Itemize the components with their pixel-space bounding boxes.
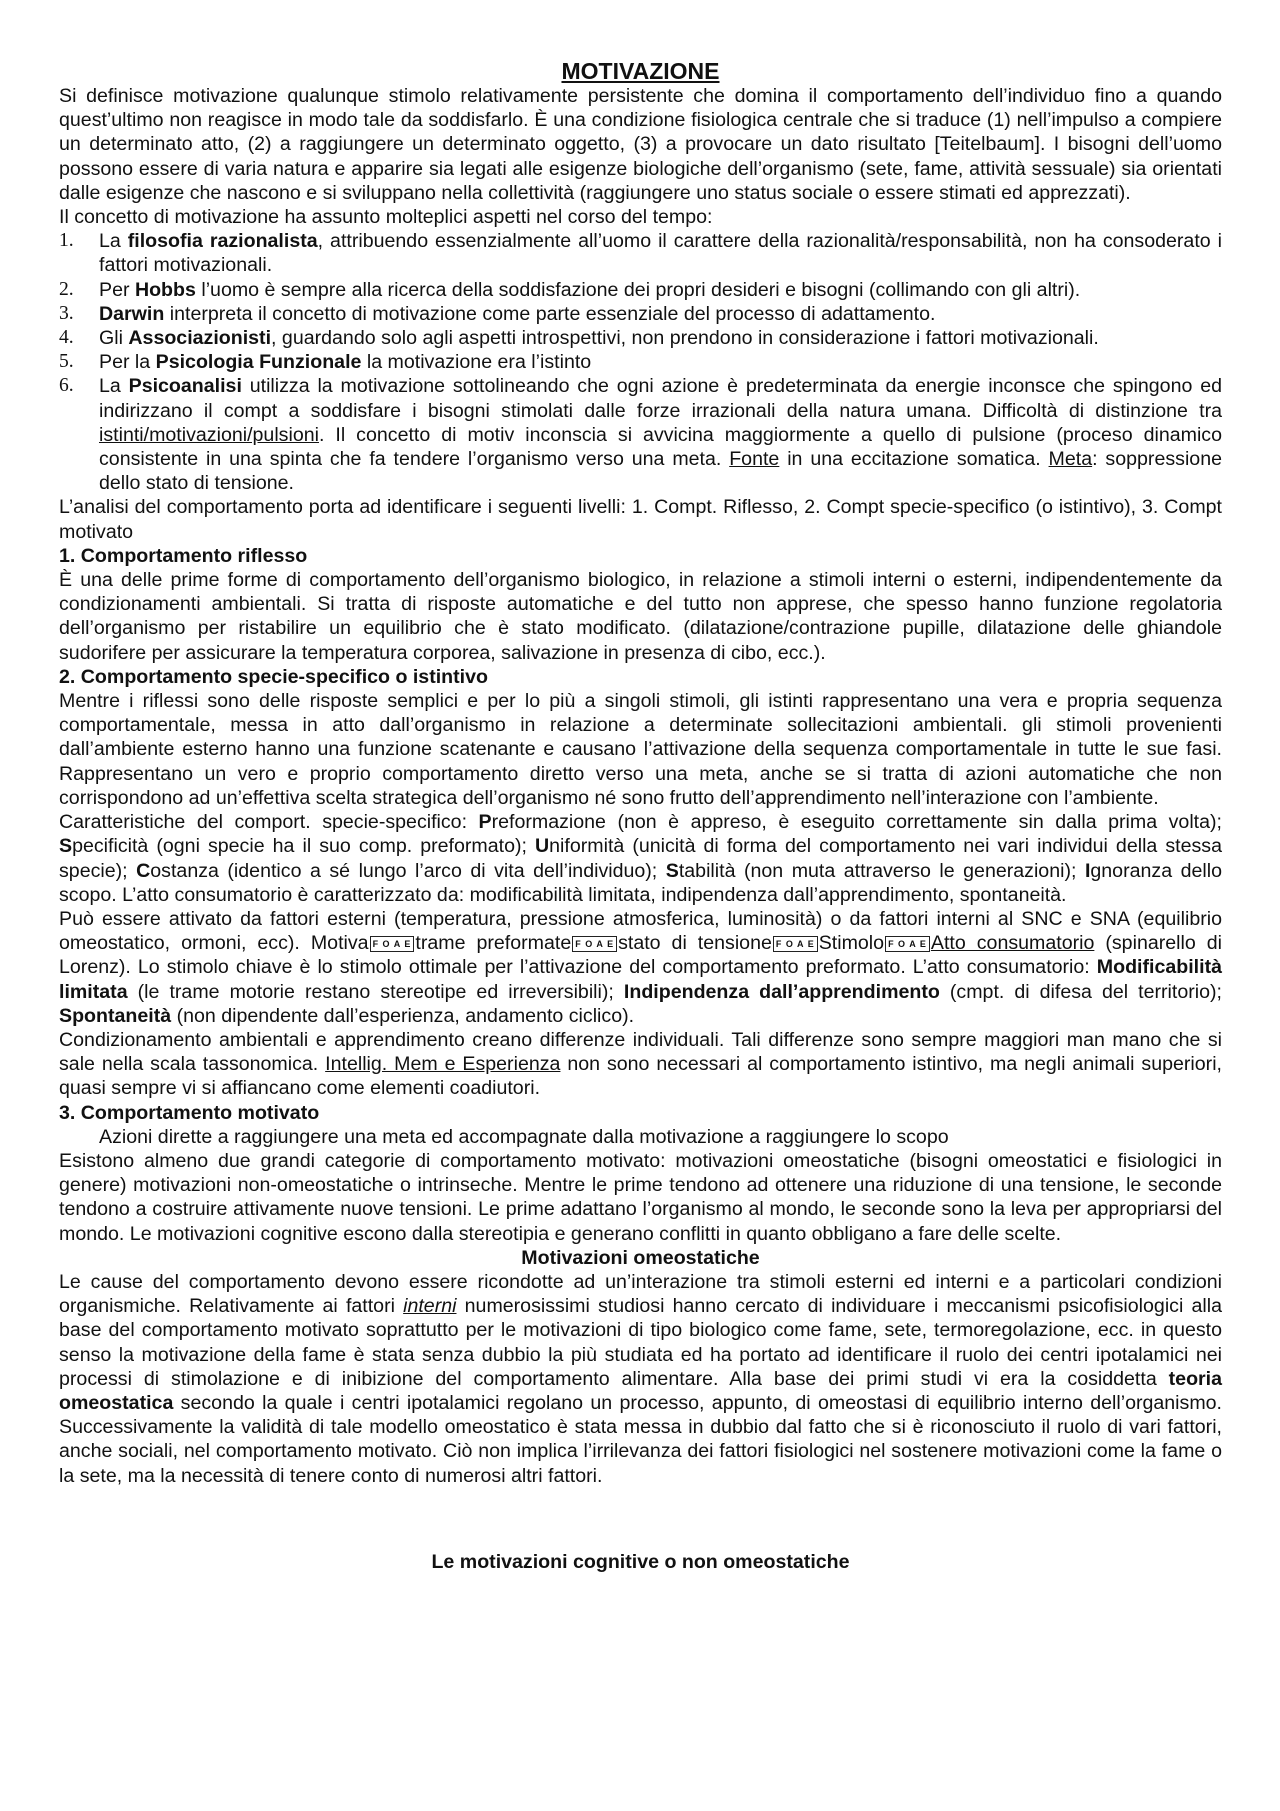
list-text: utilizza la motivazione sottolineando che ogni azione è predeterminata da energie inconsce che spingono ed indirizzano il compt a soddisfare i bisogni stimolati dalle forze irrazionali della natura umana. Difficoltà di distinzione tra — [99, 375, 1222, 422]
text-span: tabilità (non muta attraverso le generazioni); — [678, 859, 1085, 882]
list-text: interpreta il concetto di motivazione come parte essenziale del processo di adattamento. — [164, 302, 936, 325]
list-text: La — [99, 375, 129, 398]
initial-letter: U — [535, 835, 550, 858]
conditioning-paragraph — [59, 1028, 1222, 1101]
list-number: 6. — [59, 375, 74, 397]
list-bold-term: Darwin — [99, 302, 165, 325]
text-span: (le trame motorie restano stereotipe ed irreversibili); — [127, 980, 624, 1003]
text-span: non sono necessari al comportamento istintivo, ma negli animali superiori, quasi sempre vi si affiancano come elementi coadiutori. — [59, 1053, 1222, 1100]
text-span: Può essere attivato da fattori esterni (temperatura, pressione atmosferica, luminosità) o da fattori interni al SNC e SNA (equilibrio omeostatico, ormoni, ecc). Motiva — [59, 907, 1222, 955]
list-bold-term: filosofia razionalista — [127, 230, 318, 253]
initial-letter: S — [59, 835, 73, 858]
list-text: Per la — [99, 351, 156, 374]
underlined-term: interni — [403, 1295, 457, 1318]
list-number: 5. — [59, 351, 74, 373]
text-span: reformazione (non è appreso, è eseguito correttamente sin dalla prima volta); — [491, 811, 1222, 834]
list-text: l’uomo è sempre alla ricerca della soddisfazione dei propri desideri e bisogni (collimando con gli altri). — [195, 278, 1081, 301]
list-text: in una eccitazione somatica. — [779, 448, 1049, 471]
section-body-motivato: Esistono almeno due grandi categorie di comportamento motivato: motivazioni omeostatiche (bisogni omeostatici e fisiologici in genere) motivazioni non-omeostatiche o intrinseche. Mentre le prime tendono ad ottenere una riduzione di una tensione, le seconde tendono a costruire attivamente nuove tensioni. Le prime adattano l’organismo al mondo, le seconde sono la leva per appropriarsi del mondo. Le motivazioni cognitive escono dalla stereotipia e generano conflitti in quanto obbligano a fare delle scelte. — [59, 1149, 1222, 1245]
text-span: (non dipendente dall’esperienza, andamento ciclico). — [171, 1004, 635, 1027]
list-bold-term: Hobbs — [134, 278, 196, 301]
list-item — [59, 278, 1222, 302]
characteristics-paragraph — [59, 810, 1222, 907]
bold-term: Indipendenza dall’apprendimento — [623, 980, 940, 1003]
list-item — [59, 374, 1222, 495]
list-text: Per — [99, 278, 135, 301]
section-heading-istintivo: 2. Comportamento specie-specifico o istintivo — [59, 665, 488, 688]
arrow-box-icon: F O A E — [370, 936, 415, 952]
initial-letter: P — [478, 811, 492, 834]
activation-paragraph — [59, 907, 1222, 1028]
list-text: : soppressione dello stato di tensione. — [99, 448, 1222, 495]
heading-omeostatiche: Motivazioni omeostatiche — [521, 1246, 760, 1269]
text-span: pecificità (ogni specie ha il suo comp. preformato); — [72, 835, 535, 858]
spacer — [59, 1488, 1222, 1550]
underlined-term: Atto consumatorio — [930, 932, 1095, 955]
initial-letter: S — [665, 859, 679, 882]
section-heading-riflesso: 1. Comportamento riflesso — [59, 544, 308, 567]
underlined-term: Meta — [1048, 448, 1093, 471]
list-number: 2. — [59, 278, 74, 300]
list-text: Gli — [99, 327, 129, 350]
section-body-riflesso: È una delle prime forme di comportamento dell’organismo biologico, in relazione a stimoli interni o esterni, indipendentemente da condizionamenti ambientali. Si tratta di risposte automatiche e del tutto non apprese, che spesso hanno funzione regolatoria dell’organismo per ristabilire un equilibrio che è stato modificato. (dilatazione/contrazione pupille, dilatazione delle ghiandole sudorifere per assicurare la temperatura corporea, salivazione in presenza di cibo, ecc.). — [59, 569, 1222, 664]
initial-letter: I — [1084, 859, 1091, 882]
page-title: MOTIVAZIONE — [561, 58, 720, 84]
list-item — [59, 302, 1222, 326]
text-span: Condizionamento ambientali e apprendimento creano differenze individuali. Tali differenze sono sempre maggiori man mano che si sale nella scala tassonomica. — [59, 1028, 1222, 1076]
text-span: Stimolo — [818, 932, 885, 955]
list-text: , attribuendo essenzialmente all’uomo il carattere della razionalità/responsabilità, non ha consoderato i fattori motivazionali. — [99, 230, 1222, 277]
section-subline-motivato: Azioni dirette a raggiungere una meta ed accompagnate dalla motivazione a raggiungere lo scopo — [99, 1125, 949, 1148]
text-span: Caratteristiche del comport. specie-specifico: — [59, 811, 479, 834]
list-item — [59, 326, 1222, 350]
list-bold-term: Psicologia Funzionale — [155, 351, 362, 374]
analysis-paragraph: L’analisi del comportamento porta ad identificare i seguenti livelli: 1. Compt. Riflesso, 2. Compt specie-specifico (o istintivo), 3. Compt motivato — [59, 496, 1222, 543]
intro-paragraph: Si definisce motivazione qualunque stimolo relativamente persistente che domina il comportamento dell’individuo fino a quando quest’ultimo non reagisce in modo tale da soddisfarlo. È una condizione fisiologica centrale che si traduce (1) nell’impulso a compiere un determinato atto, (2) a raggiungere un determinato oggetto, (3) a provocare un dato risultato [Teitelbaum]. I bisogni dell’uomo possono essere di varia natura e apparire sia legati alle esigenze biologiche dell’organismo (sete, fame, attività sessuale) sia orientati dalle esigenze che nascono e si sviluppano nella collettività (raggiungere uno status sociale o essere stimati ed apprezzati). — [59, 85, 1222, 204]
list-bold-term: Psicoanalisi — [128, 375, 242, 398]
arrow-box-icon: F O A E — [885, 936, 930, 952]
text-span: trame preformate — [415, 932, 572, 955]
text-span: (spinarello di Lorenz). Lo stimolo chiave è lo stimolo ottimale per l’attivazione del comportamento preformato. L’atto consumatorio: — [59, 932, 1222, 979]
section-heading-motivato: 3. Comportamento motivato — [59, 1101, 320, 1124]
arrow-box-icon: F O A E — [773, 936, 818, 952]
bold-term: Modificabilità limitata — [59, 956, 1222, 1003]
list-number: 1. — [59, 230, 74, 252]
text-span: secondo la quale i centri ipotalamici regolano un processo, appunto, di omeostasi di equilibrio interno dell’organismo. Successivamente la validità di tale modello omeostatico è stata messa in dubbio dal fatto che si è riconosciuto il ruolo di vari fattori, anche sociali, nel comportamento motivato. Ciò non implica l’irrilevanza dei fattori fisiologici nel sostenere motivazioni come la fame o la sete, ma la necessità di tenere conto di numerosi altri fattori. — [59, 1391, 1222, 1487]
arrow-box-icon: F O A E — [572, 936, 617, 952]
list-item — [59, 229, 1222, 277]
initial-letter: C — [136, 859, 151, 882]
underlined-term: istinti/motivazioni/pulsioni — [99, 423, 319, 446]
list-text: la motivazione era l’istinto — [361, 351, 592, 374]
omeostatiche-paragraph — [59, 1270, 1222, 1488]
text-span: stato di tensione — [618, 932, 772, 955]
bold-term: teoria omeostatica — [59, 1367, 1222, 1414]
underlined-term: Intellig. Mem e Esperienza — [325, 1053, 561, 1076]
list-item — [59, 350, 1222, 374]
heading-cognitive: Le motivazioni cognitive o non omeostatiche — [431, 1550, 850, 1573]
section-body-istintivo: Mentre i riflessi sono delle risposte semplici e per lo più a singoli stimoli, gli istinti rappresentano una vera e propria sequenza comportamentale, messa in atto dall’organismo in relazione a determinate sollecitazioni ambientali. gli stimoli provenienti dall’ambiente esterno hanno una funzione scatenante e causano l’attivazione della sequenza comportamentale in tutte le sue fasi. Rappresentano un vero e proprio comportamento diretto verso una meta, anche se si tratta di azioni automatiche che non corrispondono ad un’effettiva scelta strategica dell’organismo né sono frutto dell’apprendimento nell’interazione con l’ambiente. — [59, 690, 1222, 809]
history-list — [59, 229, 1222, 495]
text-span: ostanza (identico a sé lungo l’arco di vita dell’individuo); — [150, 859, 666, 882]
list-text: . Il concetto di motiv inconscia si avvicina maggiormente a quello di pulsione (proceso dinamico consistente in una spinta che fa tendere l’organismo verso una meta. — [99, 423, 1222, 471]
bold-term: Spontaneità — [59, 1004, 172, 1027]
concept-line: Il concetto di motivazione ha assunto molteplici aspetti nel corso del tempo: — [59, 206, 713, 229]
text-span: (cmpt. di difesa del territorio); — [939, 980, 1222, 1003]
list-number: 4. — [59, 327, 74, 349]
underlined-term: Fonte — [729, 448, 780, 471]
text-span: numerosissimi studiosi hanno cercato di individuare i meccanismi psicofisiologici alla base del comportamento motivato soprattutto per le motivazioni di tipo biologico come fame, sete, termoregolazione, ecc. in questo senso la motivazione della fame è stata senza dubbio la più studiata ed ha portato ad identificare il ruolo dei centri ipotalamici nei processi di stimolazione e di inibizione del comportamento alimentare. Alla base dei primi studi vi era la cosiddetta — [59, 1295, 1222, 1390]
text-span: Le cause del comportamento devono essere ricondotte ad un’interazione tra stimoli esterni ed interni e a particolari condizioni organismiche. Relativamente ai fattori — [59, 1270, 1222, 1318]
list-text: La — [99, 230, 128, 253]
list-bold-term: Associazionisti — [128, 327, 272, 350]
list-text: , guardando solo agli aspetti introspettivi, non prendono in considerazione i fattori motivazionali. — [271, 327, 1099, 350]
document-page — [59, 58, 1222, 1574]
text-span: niformità (unicità di forma del comportamento nei vari individui della stessa specie); — [59, 835, 1223, 882]
list-number: 3. — [59, 302, 74, 324]
text-span: gnoranza dello scopo. L’atto consumatorio è caratterizzato da: modificabilità limitata, indipendenza dall’apprendimento, spontaneità. — [59, 859, 1222, 906]
